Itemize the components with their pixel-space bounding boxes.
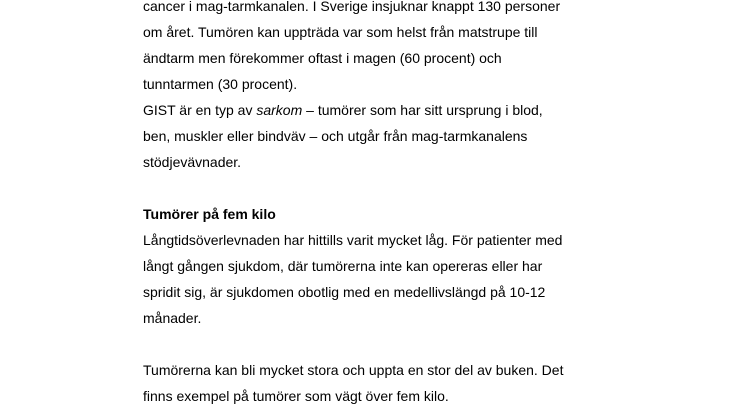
text-line: långt gången sjukdom, där tumörerna inte kan opereras eller har (143, 258, 543, 274)
survival-paragraph (143, 227, 613, 331)
text-span: – tumörer som har sitt ursprung i blod, (302, 102, 543, 118)
text-line: cancer i mag-tarmkanalen. I Sverige insjuknar knappt 130 personer (143, 0, 561, 14)
text-line: ändtarm men förekommer oftast i magen (60 procent) och (143, 50, 502, 66)
text-line: stödjevävnader. (143, 154, 242, 170)
paragraph-gap (143, 331, 613, 357)
text-line: om året. Tumören kan uppträda var som helst från matstrupe till (143, 24, 538, 40)
text-line: månader. (143, 310, 202, 326)
text-line: tunntarmen (30 procent). (143, 76, 298, 92)
sarcoma-paragraph (143, 97, 613, 175)
text-line: spridit sig, är sjukdomen obotlig med en medellivslängd på 10-12 (143, 284, 546, 300)
text-span: GIST är en typ av (143, 102, 257, 118)
text-line: Tumörerna kan bli mycket stora och uppta en stor del av buken. Det (143, 362, 564, 378)
paragraph-gap (143, 175, 613, 201)
text-line: finns exempel på tumörer som vägt över fem kilo. (143, 388, 449, 404)
text-line: Långtidsöverlevnaden har hittills varit mycket låg. För patienter med (143, 232, 563, 248)
text-line (143, 97, 613, 123)
section-heading: Tumörer på fem kilo (143, 206, 276, 222)
italic-term: sarkom (256, 102, 303, 118)
tumor-size-paragraph (143, 357, 613, 409)
document-page (143, 0, 613, 409)
text-line: ben, muskler eller bindväv – och utgår från mag-tarmkanalens (143, 128, 528, 144)
intro-paragraph (143, 0, 613, 97)
